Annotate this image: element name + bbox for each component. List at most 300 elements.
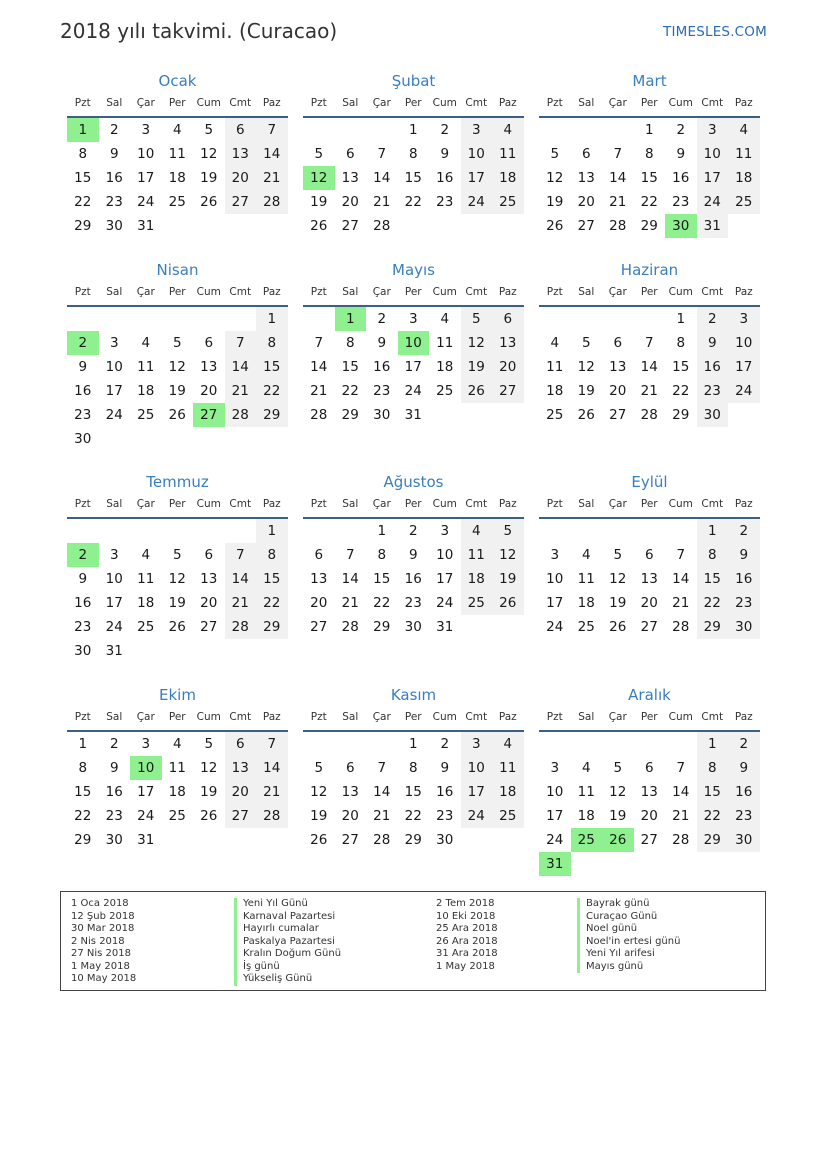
calendar-day: 29 (256, 403, 288, 427)
calendar-day: 27 (577, 218, 595, 234)
calendar-day: 3 (461, 732, 493, 756)
calendar-day: 28 (672, 619, 690, 635)
weekday-header: Pzt (74, 97, 91, 109)
calendar-day: 6 (204, 547, 214, 563)
calendar-day: 17 (461, 780, 493, 804)
calendar-day: 5 (613, 547, 623, 563)
calendar-day: 15 (74, 170, 92, 186)
weekday-header: Çar (136, 498, 155, 510)
weekday-header: Çar (372, 286, 391, 298)
calendar-day: 18 (492, 780, 524, 804)
calendar-day: 9 (440, 146, 450, 162)
calendar-day: 2 (676, 122, 686, 138)
calendar-day: 15 (256, 567, 288, 591)
calendar-day: 5 (461, 307, 493, 331)
calendar-day: 14 (256, 142, 288, 166)
calendar-day: 13 (492, 331, 524, 355)
calendar-day: 27 (341, 218, 359, 234)
calendar-day: 6 (581, 146, 591, 162)
calendar-day: 23 (373, 383, 391, 399)
calendar-day: 23 (105, 194, 123, 210)
calendar-day: 28 (256, 190, 288, 214)
calendar-day: 17 (137, 170, 155, 186)
calendar-day: 13 (225, 142, 257, 166)
calendar-day: 17 (404, 359, 422, 375)
calendar-day: 16 (672, 170, 690, 186)
calendar-day: 29 (672, 407, 690, 423)
calendar-day: 17 (546, 595, 564, 611)
calendar-day: 18 (168, 170, 186, 186)
calendar-day: 21 (256, 166, 288, 190)
holiday-day: 25 (571, 828, 603, 852)
weekday-header: Paz (262, 711, 281, 723)
weekday-header: Sal (342, 286, 359, 298)
calendar-day: 30 (436, 832, 454, 848)
calendar-day: 19 (492, 567, 524, 591)
calendar-day: 29 (697, 615, 729, 639)
calendar-day: 17 (546, 808, 564, 824)
month-name: Haziran (620, 261, 679, 279)
calendar-day: 26 (546, 218, 564, 234)
calendar-day: 26 (168, 619, 186, 635)
calendar-day: 27 (492, 379, 524, 403)
calendar-day: 31 (436, 619, 454, 635)
calendar-day: 15 (256, 355, 288, 379)
calendar-day: 9 (440, 760, 450, 776)
legend-date: 1 Oca 2018 (71, 898, 129, 909)
calendar-day: 23 (728, 804, 760, 828)
calendar-day: 29 (341, 407, 359, 423)
calendar-day: 20 (577, 194, 595, 210)
weekday-header: Çar (372, 498, 391, 510)
calendar-day: 13 (310, 571, 328, 587)
weekday-header: Paz (262, 498, 281, 510)
calendar-day: 27 (640, 832, 658, 848)
calendar-day: 26 (609, 619, 627, 635)
calendar-day: 13 (200, 571, 218, 587)
calendar-day: 21 (373, 808, 391, 824)
calendar-day: 26 (200, 194, 218, 210)
weekday-header: Çar (372, 711, 391, 723)
calendar-day: 25 (168, 194, 186, 210)
calendar-day: 24 (137, 194, 155, 210)
calendar-day: 17 (436, 571, 454, 587)
calendar-day: 11 (577, 784, 595, 800)
holiday-day: 27 (193, 403, 225, 427)
calendar-day: 11 (577, 571, 595, 587)
calendar-day: 17 (461, 166, 493, 190)
calendar-day: 18 (577, 808, 595, 824)
calendar-day: 19 (168, 595, 186, 611)
calendar-day: 27 (640, 619, 658, 635)
calendar-day: 1 (78, 736, 88, 752)
calendar-day: 10 (728, 331, 760, 355)
site-logo-text[interactable]: TIMESLES.COM (663, 24, 767, 40)
calendar-day: 10 (546, 784, 564, 800)
calendar-day: 28 (341, 619, 359, 635)
calendar-day: 2 (728, 519, 760, 543)
weekday-header: Cum (668, 498, 693, 510)
calendar-day: 13 (577, 170, 595, 186)
weekday-header: Paz (734, 286, 753, 298)
calendar-day: 15 (697, 780, 729, 804)
legend-date: 31 Ara 2018 (436, 948, 498, 959)
calendar-day: 4 (141, 547, 151, 563)
calendar-day: 27 (200, 619, 218, 635)
calendar-day: 8 (644, 146, 654, 162)
calendar-day: 31 (137, 832, 155, 848)
calendar-day: 2 (728, 732, 760, 756)
calendar-day: 29 (74, 832, 92, 848)
calendar-day: 12 (492, 543, 524, 567)
calendar-day: 14 (672, 571, 690, 587)
calendar-day: 16 (105, 170, 123, 186)
calendar-day: 10 (137, 146, 155, 162)
calendar-day: 22 (74, 808, 92, 824)
calendar-day: 18 (137, 595, 155, 611)
calendar-day: 1 (697, 732, 729, 756)
calendar-day: 28 (672, 832, 690, 848)
calendar-day: 16 (74, 595, 92, 611)
calendar-day: 8 (377, 547, 387, 563)
calendar-day: 20 (492, 355, 524, 379)
calendar-day: 21 (225, 379, 257, 403)
calendar-day: 28 (640, 407, 658, 423)
calendar-day: 3 (109, 547, 119, 563)
calendar-day: 5 (581, 335, 591, 351)
weekday-header: Sal (106, 97, 123, 109)
calendar-day: 11 (168, 760, 186, 776)
calendar-day: 3 (440, 523, 450, 539)
calendar-day: 6 (314, 547, 324, 563)
calendar-day: 2 (408, 523, 418, 539)
weekday-header: Çar (608, 97, 627, 109)
calendar-day: 14 (373, 170, 391, 186)
calendar-day: 17 (137, 784, 155, 800)
weekday-header: Per (168, 498, 186, 510)
calendar-day: 15 (373, 571, 391, 587)
calendar-day: 5 (172, 547, 182, 563)
calendar-day: 5 (314, 146, 324, 162)
calendar-day: 8 (256, 543, 288, 567)
calendar-day: 12 (546, 170, 564, 186)
calendar-day: 4 (492, 118, 524, 142)
calendar-day: 23 (404, 595, 422, 611)
calendar-day: 25 (461, 591, 493, 615)
weekday-header: Cmt (701, 286, 724, 298)
weekday-header: Sal (342, 498, 359, 510)
weekday-header: Pzt (310, 97, 327, 109)
calendar-day: 17 (697, 166, 729, 190)
weekday-header: Sal (106, 498, 123, 510)
legend-date: 25 Ara 2018 (436, 923, 498, 934)
legend-holiday-name: Noel'in ertesi günü (577, 936, 680, 949)
calendar-day: 21 (373, 194, 391, 210)
calendar-day: 9 (109, 760, 119, 776)
calendar-day: 12 (168, 359, 186, 375)
calendar-day: 20 (225, 166, 257, 190)
weekday-header: Cmt (701, 498, 724, 510)
weekday-header: Cum (196, 711, 221, 723)
calendar-day: 5 (492, 519, 524, 543)
calendar-day: 14 (373, 784, 391, 800)
calendar-day: 23 (74, 619, 92, 635)
calendar-day: 19 (200, 170, 218, 186)
calendar-day: 20 (640, 595, 658, 611)
weekday-header: Sal (578, 711, 595, 723)
weekday-header: Cum (196, 97, 221, 109)
weekday-header: Cum (668, 711, 693, 723)
calendar-day: 20 (609, 383, 627, 399)
calendar-day: 7 (676, 547, 686, 563)
calendar-day: 29 (256, 615, 288, 639)
calendar-day: 23 (672, 194, 690, 210)
legend-holiday-name: Curaçao Günü (577, 911, 657, 924)
calendar-day: 16 (728, 780, 760, 804)
calendar-day: 30 (728, 615, 760, 639)
legend-date: 2 Nis 2018 (71, 935, 125, 947)
weekday-header: Sal (106, 286, 123, 298)
calendar-day: 24 (137, 808, 155, 824)
calendar-day: 21 (256, 780, 288, 804)
calendar-day: 24 (436, 595, 454, 611)
calendar-day: 1 (644, 122, 654, 138)
legend-holiday-name: İş günü (234, 961, 280, 974)
calendar-day: 13 (341, 784, 359, 800)
calendar-day: 4 (461, 519, 493, 543)
weekday-header: Paz (498, 97, 517, 109)
weekday-header: Pzt (546, 97, 563, 109)
header-rule (67, 517, 288, 519)
holiday-day: 2 (67, 331, 99, 355)
calendar-day: 26 (577, 407, 595, 423)
calendar-day: 19 (310, 808, 328, 824)
calendar-day: 13 (225, 756, 257, 780)
calendar-day: 13 (341, 170, 359, 186)
weekday-header: Per (168, 711, 186, 723)
calendar-day: 21 (225, 591, 257, 615)
calendar-day: 10 (461, 142, 493, 166)
calendar-day: 7 (377, 760, 387, 776)
month-name: Aralık (628, 686, 671, 704)
calendar-day: 27 (310, 619, 328, 635)
weekday-header: Sal (578, 97, 595, 109)
calendar-day: 1 (697, 519, 729, 543)
calendar-day: 25 (137, 619, 155, 635)
calendar-day: 24 (546, 619, 564, 635)
weekday-header: Cmt (229, 498, 252, 510)
calendar-day: 5 (204, 122, 214, 138)
calendar-day: 22 (672, 383, 690, 399)
calendar-day: 22 (341, 383, 359, 399)
calendar-day: 22 (404, 194, 422, 210)
calendar-day: 28 (256, 804, 288, 828)
calendar-day: 18 (137, 383, 155, 399)
calendar-day: 9 (728, 756, 760, 780)
calendar-day: 12 (609, 571, 627, 587)
calendar-day: 14 (310, 359, 328, 375)
weekday-header: Pzt (310, 286, 327, 298)
calendar-day: 19 (461, 355, 493, 379)
holiday-day: 1 (67, 118, 99, 142)
calendar-day: 4 (581, 547, 591, 563)
holiday-day: 10 (398, 331, 430, 355)
legend-date: 10 Eki 2018 (436, 910, 496, 922)
calendar-day: 14 (640, 359, 658, 375)
calendar-day: 22 (256, 591, 288, 615)
weekday-header: Cum (196, 498, 221, 510)
calendar-day: 6 (345, 760, 355, 776)
weekday-header: Per (640, 498, 658, 510)
weekday-header: Pzt (74, 498, 91, 510)
calendar-day: 25 (436, 383, 454, 399)
legend-date: 26 Ara 2018 (436, 935, 498, 947)
calendar-day: 18 (577, 595, 595, 611)
weekday-header: Per (404, 286, 422, 298)
calendar-day: 11 (137, 359, 155, 375)
holiday-day: 26 (602, 828, 634, 852)
weekday-header: Paz (498, 498, 517, 510)
calendar-day: 9 (408, 547, 418, 563)
calendar-day: 5 (550, 146, 560, 162)
calendar-day: 5 (314, 760, 324, 776)
calendar-day: 17 (105, 383, 123, 399)
calendar-day: 4 (728, 118, 760, 142)
month-name: Eylül (631, 473, 668, 491)
calendar-day: 3 (141, 122, 151, 138)
calendar-day: 29 (74, 218, 92, 234)
calendar-day: 26 (310, 832, 328, 848)
calendar-day: 23 (697, 379, 729, 403)
calendar-day: 24 (105, 407, 123, 423)
calendar-day: 24 (728, 379, 760, 403)
calendar-day: 11 (168, 146, 186, 162)
calendar-day: 3 (408, 311, 418, 327)
calendar-day: 14 (672, 784, 690, 800)
calendar-day: 1 (377, 523, 387, 539)
calendar-day: 22 (697, 591, 729, 615)
calendar-day: 26 (492, 591, 524, 615)
calendar-day: 26 (168, 407, 186, 423)
calendar-day: 1 (408, 122, 418, 138)
header-rule (67, 305, 288, 307)
calendar-day: 21 (341, 595, 359, 611)
calendar-day: 19 (609, 808, 627, 824)
calendar-day: 8 (408, 146, 418, 162)
calendar-day: 19 (200, 784, 218, 800)
calendar-day: 16 (105, 784, 123, 800)
calendar-day: 10 (461, 756, 493, 780)
calendar-day: 21 (310, 383, 328, 399)
weekday-header: Cmt (701, 711, 724, 723)
weekday-header: Cum (668, 97, 693, 109)
weekday-header: Cmt (465, 286, 488, 298)
calendar-day: 31 (404, 407, 422, 423)
calendar-day: 23 (728, 591, 760, 615)
legend-date: 1 May 2018 (71, 960, 130, 972)
calendar-day: 10 (546, 571, 564, 587)
calendar-day: 30 (728, 828, 760, 852)
weekday-header: Çar (136, 711, 155, 723)
calendar-day: 1 (408, 736, 418, 752)
weekday-header: Cmt (229, 97, 252, 109)
calendar-day: 7 (377, 146, 387, 162)
calendar-day: 7 (225, 543, 257, 567)
calendar-day: 27 (225, 190, 257, 214)
weekday-header: Cmt (465, 711, 488, 723)
month-name: Mart (632, 72, 667, 90)
calendar-day: 15 (404, 784, 422, 800)
calendar-day: 4 (141, 335, 151, 351)
weekday-header: Per (404, 97, 422, 109)
calendar-day: 11 (436, 335, 454, 351)
calendar-day: 4 (440, 311, 450, 327)
calendar-day: 16 (436, 784, 454, 800)
weekday-header: Cmt (465, 498, 488, 510)
calendar-day: 9 (78, 359, 88, 375)
calendar-day: 7 (256, 732, 288, 756)
calendar-day: 1 (256, 519, 288, 543)
calendar-day: 25 (728, 190, 760, 214)
calendar-day: 9 (728, 543, 760, 567)
calendar-day: 27 (609, 407, 627, 423)
calendar-day: 21 (609, 194, 627, 210)
calendar-day: 25 (492, 804, 524, 828)
calendar-day: 16 (404, 571, 422, 587)
month-name: Nisan (156, 261, 199, 279)
calendar-day: 18 (461, 567, 493, 591)
calendar-day: 19 (310, 194, 328, 210)
calendar-day: 24 (461, 804, 493, 828)
weekday-header: Paz (498, 711, 517, 723)
calendar-day: 14 (609, 170, 627, 186)
calendar-day: 12 (168, 571, 186, 587)
calendar-day: 18 (436, 359, 454, 375)
calendar-day: 22 (256, 379, 288, 403)
calendar-day: 5 (613, 760, 623, 776)
calendar-day: 20 (640, 808, 658, 824)
legend-holiday-name: Noel günü (577, 923, 637, 936)
calendar-day: 28 (609, 218, 627, 234)
calendar-day: 30 (105, 218, 123, 234)
calendar-day: 14 (341, 571, 359, 587)
weekday-header: Paz (262, 286, 281, 298)
weekday-header: Cum (668, 286, 693, 298)
calendar-day: 26 (461, 379, 493, 403)
weekday-header: Cum (432, 498, 457, 510)
calendar-day: 12 (609, 784, 627, 800)
calendar-day: 4 (172, 122, 182, 138)
calendar-day: 19 (168, 383, 186, 399)
calendar-day: 24 (697, 190, 729, 214)
weekday-header: Cum (432, 711, 457, 723)
legend-holiday-name: Bayrak günü (577, 898, 649, 911)
weekday-header: Per (168, 286, 186, 298)
calendar-day: 29 (373, 619, 391, 635)
calendar-day: 19 (609, 595, 627, 611)
calendar-day: 3 (728, 307, 760, 331)
calendar-day: 23 (105, 808, 123, 824)
calendar-day: 6 (225, 118, 257, 142)
calendar-day: 22 (373, 595, 391, 611)
calendar-day: 14 (225, 355, 257, 379)
calendar-day: 12 (310, 784, 328, 800)
weekday-header: Pzt (310, 498, 327, 510)
calendar-day: 12 (461, 331, 493, 355)
calendar-day: 13 (200, 359, 218, 375)
weekday-header: Pzt (546, 498, 563, 510)
month-name: Temmuz (146, 473, 209, 491)
